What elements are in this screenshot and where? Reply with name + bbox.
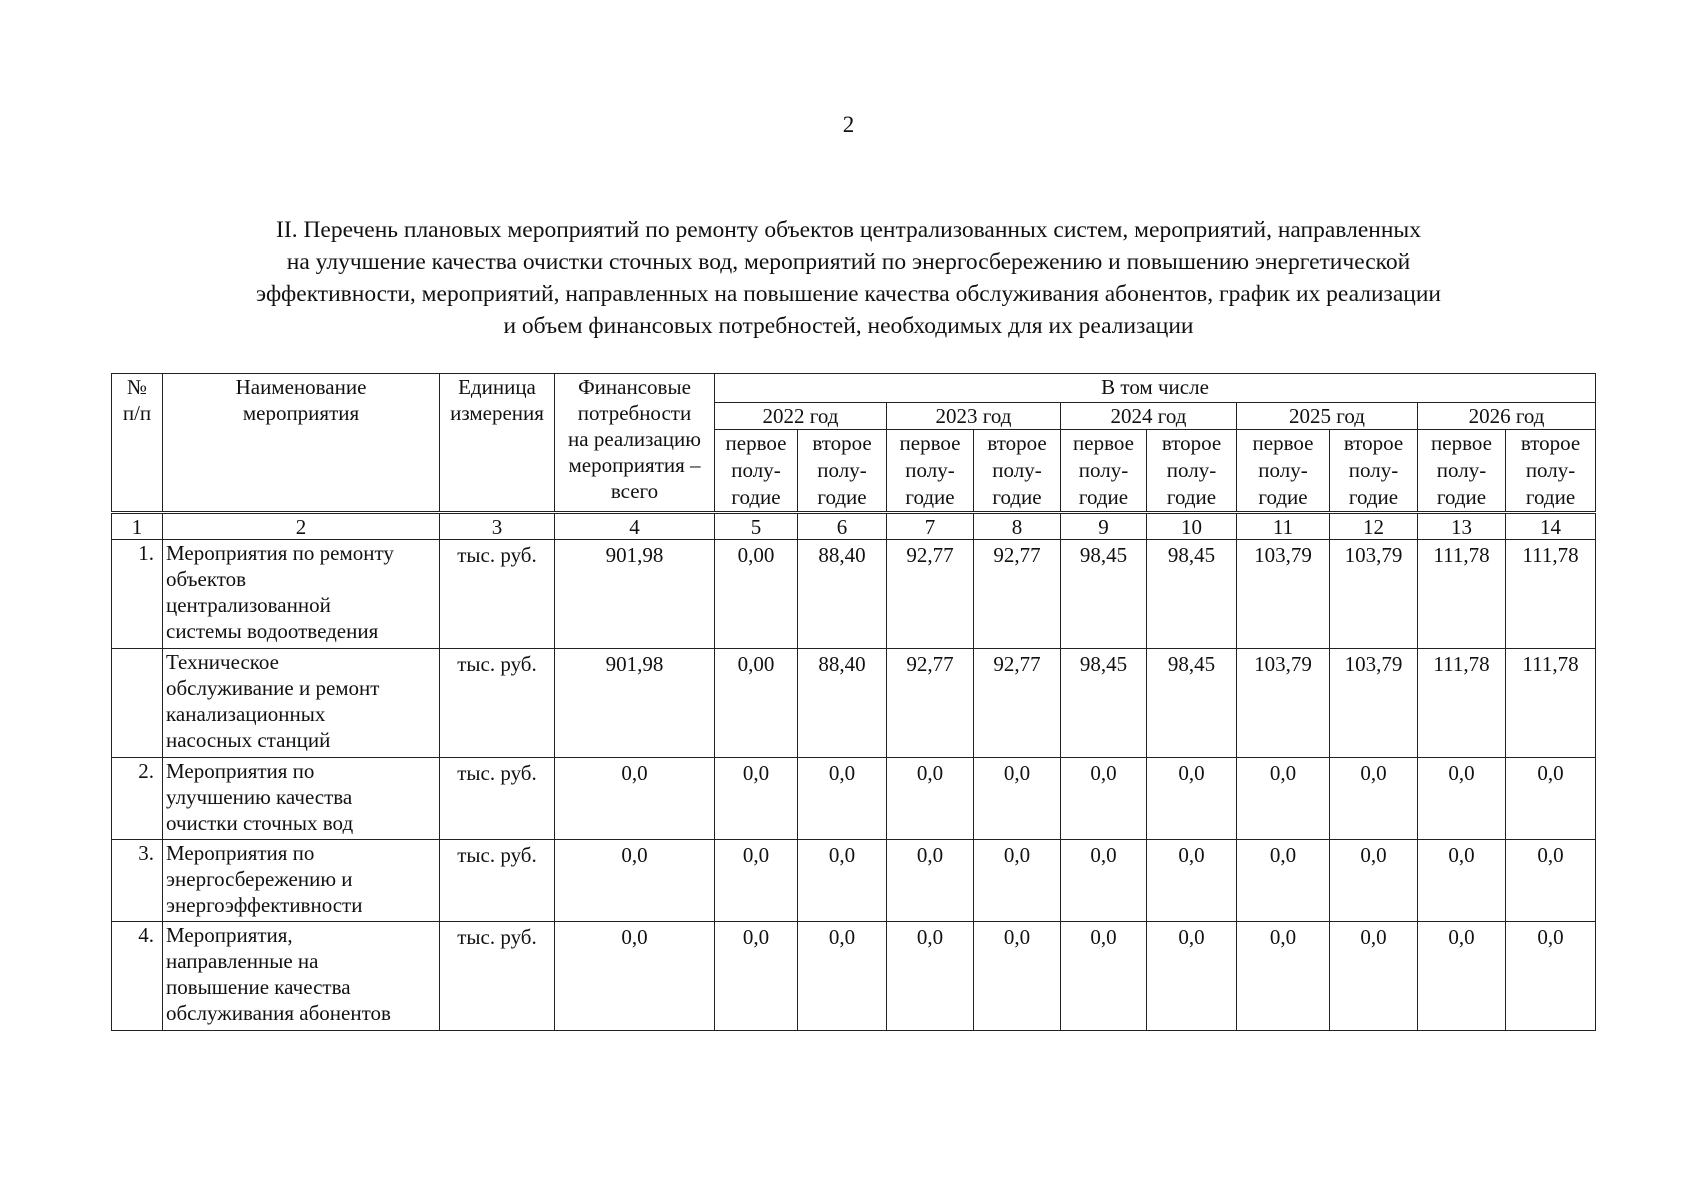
row-name: Мероприятия по улучшению качества очистки сточных вод: [163, 758, 440, 840]
row-value: 111,78: [1418, 649, 1506, 758]
header-year: 2026 год: [1418, 403, 1596, 430]
row-value: 0,0: [1506, 840, 1596, 922]
column-number: 2: [163, 513, 440, 540]
row-value: 0,0: [1147, 840, 1237, 922]
row-value: 0,0: [1237, 758, 1330, 840]
table-row: [112, 840, 1596, 922]
column-number: 5: [715, 513, 798, 540]
title-line: эффективности, мероприятий, направленных на повышение качества обслуживания абонентов, график их реализации: [256, 281, 1441, 307]
column-number: 11: [1237, 513, 1330, 540]
header-first-half: первое полу- годие: [1061, 430, 1147, 513]
table-row: [112, 758, 1596, 840]
row-total: 0,0: [555, 758, 715, 840]
row-value: 0,0: [1330, 758, 1418, 840]
row-value: 0,0: [1147, 922, 1237, 1031]
row-value: 88,40: [798, 649, 887, 758]
row-unit: тыс. руб.: [440, 540, 555, 649]
column-number: 13: [1418, 513, 1506, 540]
row-number: [112, 649, 163, 758]
header-year: 2023 год: [887, 403, 1061, 430]
title-line: на улучшение качества очистки сточных вод, мероприятий по энергосбережению и повышению энергетической: [286, 249, 1411, 275]
row-value: 0,0: [798, 840, 887, 922]
row-value: 111,78: [1506, 540, 1596, 649]
header-first-half: первое полу- годие: [887, 430, 974, 513]
header-including: В том числе: [715, 374, 1596, 403]
row-value: 0,0: [715, 922, 798, 1031]
row-value: 103,79: [1330, 649, 1418, 758]
row-value: 0,0: [887, 758, 974, 840]
column-number: 12: [1330, 513, 1418, 540]
row-value: 0,0: [1237, 922, 1330, 1031]
row-value: 0,0: [974, 840, 1061, 922]
row-value: 0,0: [1506, 922, 1596, 1031]
column-number: 3: [440, 513, 555, 540]
row-value: 0,0: [715, 758, 798, 840]
row-value: 0,0: [974, 758, 1061, 840]
header-unit: Единица измерения: [440, 374, 555, 513]
row-name: Мероприятия по энергосбережению и энергоэффективности: [163, 840, 440, 922]
column-number: 7: [887, 513, 974, 540]
row-value: 98,45: [1147, 540, 1237, 649]
header-second-half: второе полу- годие: [1506, 430, 1596, 513]
row-value: 0,00: [715, 649, 798, 758]
row-value: 0,0: [1418, 758, 1506, 840]
header-second-half: второе полу- годие: [1330, 430, 1418, 513]
row-value: 92,77: [887, 649, 974, 758]
column-number: 14: [1506, 513, 1596, 540]
column-number: 4: [555, 513, 715, 540]
row-value: 0,0: [715, 840, 798, 922]
row-value: 0,0: [1061, 840, 1147, 922]
row-total: 901,98: [555, 540, 715, 649]
column-number: 1: [112, 513, 163, 540]
row-value: 98,45: [1061, 540, 1147, 649]
row-value: 98,45: [1147, 649, 1237, 758]
row-unit: тыс. руб.: [440, 649, 555, 758]
row-value: 0,0: [1147, 758, 1237, 840]
row-value: 103,79: [1237, 649, 1330, 758]
row-unit: тыс. руб.: [440, 922, 555, 1031]
row-unit: тыс. руб.: [440, 758, 555, 840]
row-value: 88,40: [798, 540, 887, 649]
column-number: 9: [1061, 513, 1147, 540]
header-second-half: второе полу- годие: [974, 430, 1061, 513]
header-number: № п/п: [112, 374, 163, 513]
table-row: [112, 540, 1596, 649]
row-value: 103,79: [1330, 540, 1418, 649]
header-finance: Финансовые потребности на реализацию мероприятия – всего: [555, 374, 715, 513]
row-value: 0,0: [798, 758, 887, 840]
row-number: 4.: [112, 922, 163, 1031]
row-value: 92,77: [974, 649, 1061, 758]
column-number: 8: [974, 513, 1061, 540]
header-first-half: первое полу- годие: [715, 430, 798, 513]
row-value: 111,78: [1418, 540, 1506, 649]
row-unit: тыс. руб.: [440, 840, 555, 922]
header-first-half: первое полу- годие: [1418, 430, 1506, 513]
row-name: Мероприятия, направленные на повышение качества обслуживания абонентов: [163, 922, 440, 1031]
row-value: 0,0: [1061, 758, 1147, 840]
row-value: 0,00: [715, 540, 798, 649]
row-value: 111,78: [1506, 649, 1596, 758]
column-number: 10: [1147, 513, 1237, 540]
header-year: 2024 год: [1061, 403, 1237, 430]
title-line: II. Перечень плановых мероприятий по ремонту объектов централизованных систем, мероприятий, направленных: [276, 217, 1421, 243]
row-number: 3.: [112, 840, 163, 922]
row-value: 0,0: [1061, 922, 1147, 1031]
row-value: 0,0: [1237, 840, 1330, 922]
row-value: 0,0: [1418, 840, 1506, 922]
column-numbers-row: [112, 513, 1596, 540]
row-value: 103,79: [1237, 540, 1330, 649]
row-value: 0,0: [974, 922, 1061, 1031]
header-first-half: первое полу- годие: [1237, 430, 1330, 513]
header-second-half: второе полу- годие: [1147, 430, 1237, 513]
header-name: Наименование мероприятия: [163, 374, 440, 513]
row-value: 0,0: [1330, 840, 1418, 922]
row-value: 0,0: [1330, 922, 1418, 1031]
row-total: 901,98: [555, 649, 715, 758]
header-second-half: второе полу- годие: [798, 430, 887, 513]
row-value: 0,0: [887, 840, 974, 922]
row-value: 92,77: [974, 540, 1061, 649]
row-number: 2.: [112, 758, 163, 840]
row-value: 92,77: [887, 540, 974, 649]
page-number: 2: [842, 112, 855, 137]
activities-table: [111, 373, 1596, 1031]
title-line: и объем финансовых потребностей, необходимых для их реализации: [503, 313, 1194, 339]
header-row: [112, 374, 1596, 403]
row-value: 0,0: [798, 922, 887, 1031]
header-year: 2025 год: [1237, 403, 1418, 430]
row-name: Мероприятия по ремонту объектов централизованной системы водоотведения: [163, 540, 440, 649]
document-title: [90, 214, 1607, 342]
row-value: 0,0: [887, 922, 974, 1031]
row-total: 0,0: [555, 922, 715, 1031]
table-row: [112, 649, 1596, 758]
row-total: 0,0: [555, 840, 715, 922]
row-value: 0,0: [1506, 758, 1596, 840]
row-value: 98,45: [1061, 649, 1147, 758]
column-number: 6: [798, 513, 887, 540]
row-value: 0,0: [1418, 922, 1506, 1031]
header-year: 2022 год: [715, 403, 887, 430]
row-name: Техническое обслуживание и ремонт канализационных насосных станций: [163, 649, 440, 758]
table-row: [112, 922, 1596, 1031]
row-number: 1.: [112, 540, 163, 649]
